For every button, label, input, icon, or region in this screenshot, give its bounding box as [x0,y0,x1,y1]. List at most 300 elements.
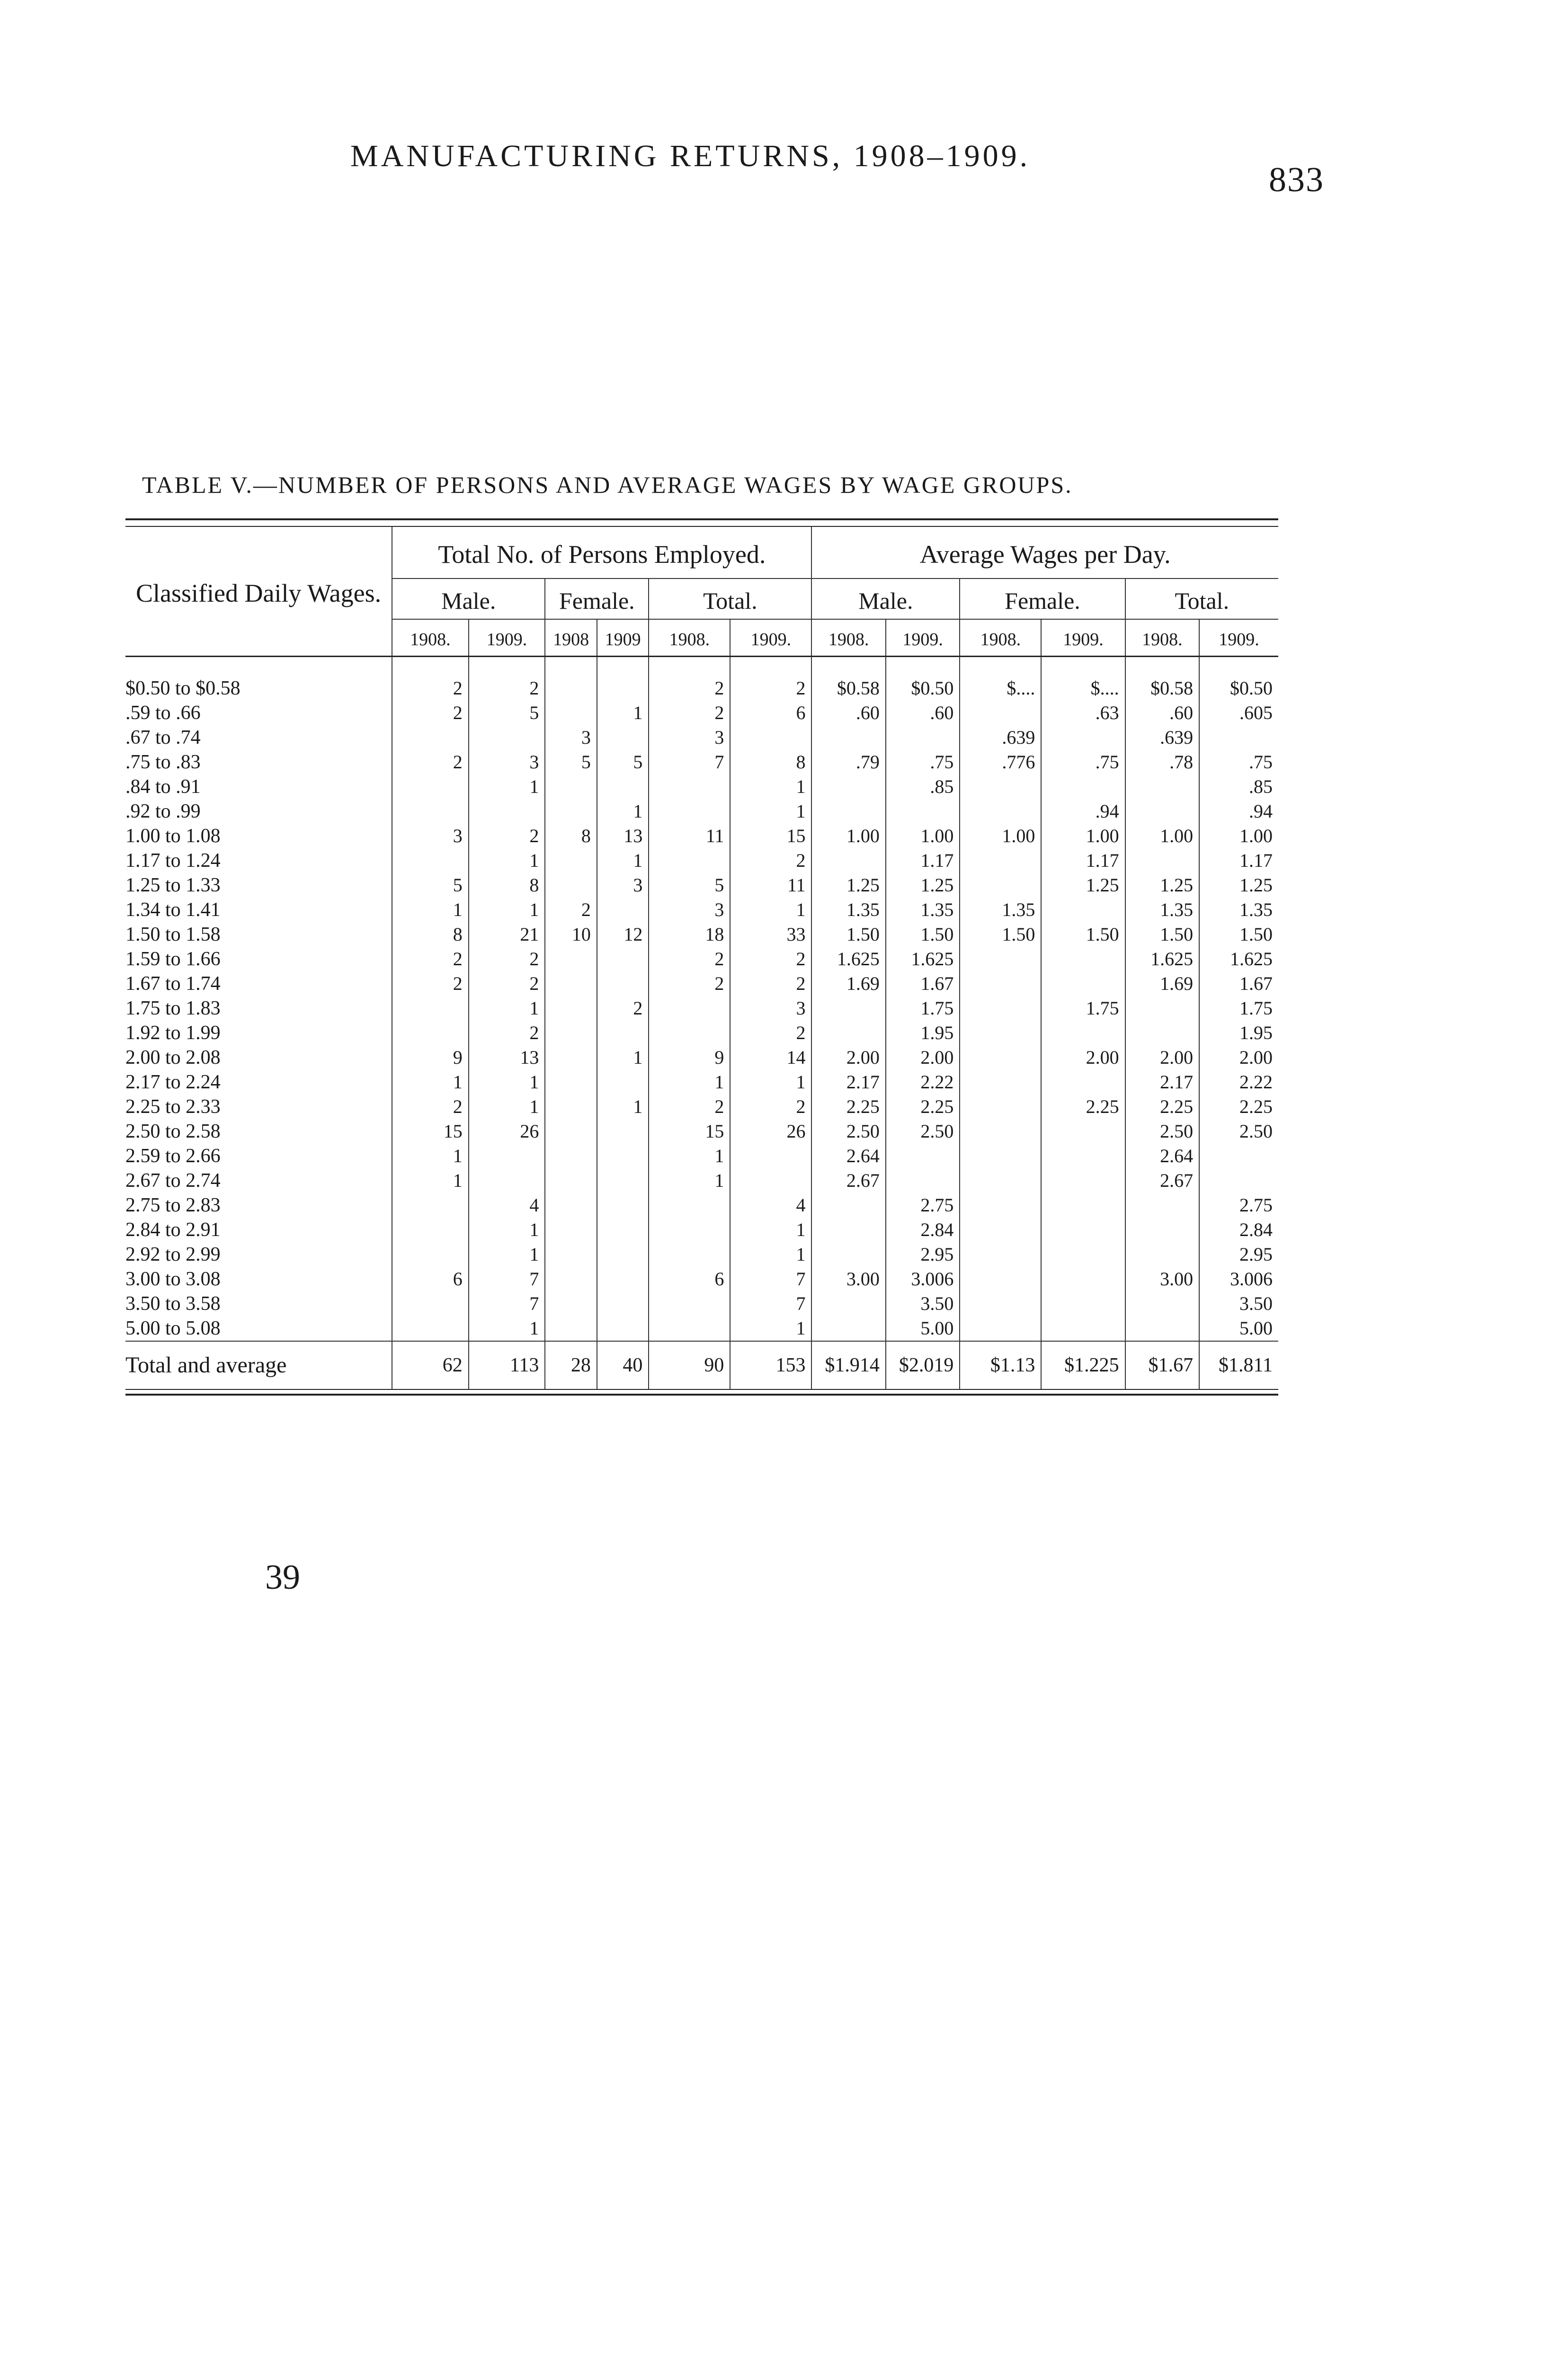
table-cell [545,1193,597,1218]
table-cell: 2 [730,1095,811,1119]
table-cell: .94 [1199,799,1278,824]
table-cell: 3.00 [1125,1267,1199,1291]
table-cell [597,1119,649,1144]
table-cell: 2.00 [1125,1045,1199,1070]
table-cell: 1.35 [1125,898,1199,922]
table-cell [811,799,885,824]
table-cell: 5 [649,873,730,898]
table-cell: .75 [886,750,960,774]
table-cell: 2 [649,657,730,701]
table-cell: 1 [730,898,811,922]
table-cell: .79 [811,750,885,774]
table-cell: 2 [730,1021,811,1045]
table-cell: 1.69 [1125,971,1199,996]
table-cell [1125,1193,1199,1218]
table-cell: $2.019 [886,1341,960,1389]
table-cell [960,1144,1041,1168]
table-cell [1041,1218,1125,1242]
table-cell [960,1267,1041,1291]
table-cell: 1 [469,996,545,1021]
table-cell: $0.50 [886,657,960,701]
table-cell [597,1267,649,1291]
table-cell: 3.50 [886,1291,960,1316]
table-cell [545,1291,597,1316]
table-cell: 1 [730,799,811,824]
table-cell [597,947,649,971]
table-cell [811,848,885,873]
sub-header-persons-total: Total. [649,578,811,619]
table-cell: 3.006 [1199,1267,1278,1291]
table-cell [960,1193,1041,1218]
table-cell: 1 [649,1168,730,1193]
table-row [125,1291,1278,1316]
table-cell: 15 [392,1119,469,1144]
year-header-cell: 1909. [1199,619,1278,657]
wage-class-label: 2.75 to 2.83 [125,1194,221,1216]
wage-class-label: 2.67 to 2.74 [125,1170,221,1192]
table-cell: 1.50 [1125,922,1199,947]
year-header-cell: 1908. [1125,619,1199,657]
table-cell [1125,1291,1199,1316]
table-cell [960,701,1041,725]
table-cell: 12 [597,922,649,947]
table-cell: 2 [469,947,545,971]
table-cell [811,774,885,799]
year-header-cell: 1908. [960,619,1041,657]
table-cell: 3 [545,725,597,750]
table-cell: 2.75 [1199,1193,1278,1218]
table-cell [811,1021,885,1045]
table-cell [1199,1144,1278,1168]
table-cell [960,1070,1041,1095]
table-cell [469,1144,545,1168]
table-cell: 2 [545,898,597,922]
table-cell [730,1168,811,1193]
table-cell: 2 [730,947,811,971]
table-cell: 3 [469,750,545,774]
table-cell: 5 [545,750,597,774]
table-cell [545,996,597,1021]
table-cell: .94 [1041,799,1125,824]
table-cell [1041,1021,1125,1045]
table-cell [469,799,545,824]
table-cell: 6 [649,1267,730,1291]
wage-class-label: 1.92 to 1.99 [125,1022,221,1044]
table-bottom-rule [125,1389,1278,1396]
table-cell [545,799,597,824]
table-cell: 1.00 [1041,824,1125,848]
table-head [125,527,1278,657]
table-cell: 1 [469,1070,545,1095]
table-cell [597,657,649,701]
table-cell: 2.64 [1125,1144,1199,1168]
table-cell: 2.00 [886,1045,960,1070]
table-cell: $1.811 [1199,1341,1278,1389]
table-cell: 2.25 [1125,1095,1199,1119]
table-cell: 1.35 [886,898,960,922]
table-cell: 1 [730,1218,811,1242]
table-row [125,971,1278,996]
table-cell: 2 [392,971,469,996]
table-cell [392,1021,469,1045]
table-cell: 4 [469,1193,545,1218]
table-cell: 1.00 [1125,824,1199,848]
wage-class-label: .75 to .83 [125,751,201,773]
table-cell: 7 [649,750,730,774]
table-cell [1041,898,1125,922]
table-cell [811,725,885,750]
table-cell: 2 [469,971,545,996]
table-cell [730,1144,811,1168]
table-row [125,1119,1278,1144]
table-cell: 2.84 [886,1218,960,1242]
footer-page-number: 39 [265,1558,300,1597]
table-cell: 9 [649,1045,730,1070]
table-cell: 1 [469,1218,545,1242]
wage-class-label: 3.00 to 3.08 [125,1268,221,1290]
table-cell [545,947,597,971]
table-cell: 2 [597,996,649,1021]
table-cell [1041,1242,1125,1267]
wage-class-label: 1.67 to 1.74 [125,973,221,995]
table-row [125,873,1278,898]
wage-class-label: Total and average [125,1341,392,1389]
wage-class-label: 1.59 to 1.66 [125,948,221,970]
table-cell [545,1168,597,1193]
table-row [125,824,1278,848]
table-cell: 2 [730,971,811,996]
table-cell [545,774,597,799]
table-cell: 7 [469,1267,545,1291]
table-cell: .776 [960,750,1041,774]
table-cell: 13 [597,824,649,848]
table-cell: 1 [730,1242,811,1267]
table-row [125,1218,1278,1242]
table-cell: 2.75 [886,1193,960,1218]
table-cell: .60 [886,701,960,725]
table-cell [1125,1242,1199,1267]
table-cell [545,1316,597,1341]
table-cell: $.... [1041,657,1125,701]
table-cell: 1.25 [886,873,960,898]
table-cell [886,799,960,824]
table-cell [392,1218,469,1242]
table-cell [545,1045,597,1070]
table-cell [649,848,730,873]
table-cell: 1.35 [960,898,1041,922]
year-header-cell: 1909. [730,619,811,657]
table-row [125,725,1278,750]
table-cell [392,996,469,1021]
table-cell: 2.25 [886,1095,960,1119]
table-cell: 2.50 [1199,1119,1278,1144]
wage-class-label: .92 to .99 [125,801,201,822]
table-cell: 7 [730,1267,811,1291]
table-cell [811,1316,885,1341]
table-cell [960,1119,1041,1144]
table-cell [1041,725,1125,750]
table-cell [1125,996,1199,1021]
table-cell [1199,1168,1278,1193]
table-cell: 1 [469,1242,545,1267]
wage-class-label: .84 to .91 [125,776,201,798]
table-row [125,1242,1278,1267]
table-cell: 3 [730,996,811,1021]
wage-class-label: 1.50 to 1.58 [125,924,221,945]
table-cell: 1.75 [1041,996,1125,1021]
sub-header-wages-total: Total. [1125,578,1278,619]
table-row [125,799,1278,824]
table-cell: 1 [392,1144,469,1168]
table-cell: 1 [649,1070,730,1095]
wage-class-label: 2.59 to 2.66 [125,1145,221,1167]
table-cell [545,1242,597,1267]
table-row [125,922,1278,947]
table-cell: 33 [730,922,811,947]
table-cell: 2 [469,657,545,701]
table-cell [960,799,1041,824]
table-cell: $1.67 [1125,1341,1199,1389]
table-cell: 1.75 [886,996,960,1021]
table-cell: 1 [597,1095,649,1119]
total-row [125,1341,1278,1389]
wage-groups-table [125,527,1278,1389]
table-cell [545,1070,597,1095]
running-header-title: MANUFACTURING RETURNS, 1908–1909. [350,139,1031,173]
sub-header-wages-male: Male. [811,578,960,619]
table-cell: 1 [730,774,811,799]
table-cell: 2.00 [1041,1045,1125,1070]
table-cell [597,1242,649,1267]
table-cell [1125,799,1199,824]
table-cell: 1 [730,1316,811,1341]
stub-header: Classified Daily Wages. [125,527,392,657]
table-cell [960,1291,1041,1316]
table-cell: 1.00 [811,824,885,848]
table-cell: $1.914 [811,1341,885,1389]
table-cell: $0.58 [811,657,885,701]
wage-class-label: 1.25 to 1.33 [125,874,221,896]
table-cell: 2 [392,1095,469,1119]
table-cell [392,848,469,873]
table-cell [545,848,597,873]
wage-class-label: 1.17 to 1.24 [125,850,221,872]
table-cell [960,774,1041,799]
table-cell [960,996,1041,1021]
table-cell [649,1218,730,1242]
table-cell [545,1095,597,1119]
table-cell [886,725,960,750]
table-cell: 3 [392,824,469,848]
table-cell: 2.50 [886,1119,960,1144]
table-cell: 2 [730,657,811,701]
table-cell: 10 [545,922,597,947]
table-cell: 1.625 [1125,947,1199,971]
table-cell: .639 [1125,725,1199,750]
table-cell: 2.50 [811,1119,885,1144]
table-cell [545,1218,597,1242]
table-cell: 2 [649,701,730,725]
table-cell: 40 [597,1341,649,1389]
table-cell [1199,725,1278,750]
table-cell: 2 [392,750,469,774]
wage-table-container [125,518,1278,1396]
table-cell: 1 [469,1316,545,1341]
table-cell: 8 [730,750,811,774]
table-cell: 1.50 [960,922,1041,947]
year-header-cell: 1908. [392,619,469,657]
table-cell [811,1291,885,1316]
table-cell: 1.00 [960,824,1041,848]
table-cell [960,947,1041,971]
table-cell: 2.25 [1199,1095,1278,1119]
table-cell: 3 [597,873,649,898]
table-cell [545,657,597,701]
table-cell: 3.006 [886,1267,960,1291]
table-cell: 2.00 [1199,1045,1278,1070]
table-cell: 1.25 [1041,873,1125,898]
table-row [125,1045,1278,1070]
wage-class-label: .59 to .66 [125,702,201,724]
table-cell: 1.35 [1199,898,1278,922]
table-cell: 2 [392,947,469,971]
table-cell: 2.17 [811,1070,885,1095]
table-cell [960,1316,1041,1341]
table-row [125,1267,1278,1291]
table-cell [811,1218,885,1242]
table-cell [1125,848,1199,873]
table-cell [597,1070,649,1095]
year-header-cell: 1908. [649,619,730,657]
year-header-cell: 1909. [469,619,545,657]
group-header-wages: Average Wages per Day. [811,527,1278,578]
table-cell: .60 [1125,701,1199,725]
table-cell: .75 [1199,750,1278,774]
table-cell [597,725,649,750]
table-cell: 2 [730,848,811,873]
wage-class-label: 1.75 to 1.83 [125,997,221,1019]
table-cell: 90 [649,1341,730,1389]
table-cell: 2 [392,657,469,701]
table-cell: 9 [392,1045,469,1070]
table-cell [1041,1144,1125,1168]
group-header-persons: Total No. of Persons Employed. [392,527,811,578]
table-cell: 1 [597,1045,649,1070]
table-cell [597,1168,649,1193]
table-cell: 1.75 [1199,996,1278,1021]
table-cell: 1.00 [886,824,960,848]
page-number: 833 [1269,160,1324,199]
table-cell: 5.00 [886,1316,960,1341]
table-cell: 2.67 [811,1168,885,1193]
wage-class-label: 2.92 to 2.99 [125,1244,221,1265]
table-cell: 1 [392,898,469,922]
table-cell: $1.225 [1041,1341,1125,1389]
table-cell [545,1144,597,1168]
table-cell [597,898,649,922]
table-cell: 153 [730,1341,811,1389]
table-cell [597,1316,649,1341]
table-cell [392,774,469,799]
table-cell: 1 [469,848,545,873]
table-cell: 1.17 [886,848,960,873]
table-cell [649,799,730,824]
table-cell: $1.13 [960,1341,1041,1389]
table-cell [1125,774,1199,799]
table-row [125,898,1278,922]
table-cell [960,1021,1041,1045]
sub-header-persons-female: Female. [545,578,649,619]
table-cell: 18 [649,922,730,947]
table-cell: 3 [649,898,730,922]
table-body [125,657,1278,1389]
table-cell [1041,1316,1125,1341]
table-cell: 2 [392,701,469,725]
table-cell [1125,1021,1199,1045]
table-cell [392,1316,469,1341]
table-cell [649,1291,730,1316]
table-cell: 1.35 [811,898,885,922]
table-cell [1125,1316,1199,1341]
table-cell: 2.25 [1041,1095,1125,1119]
table-cell: 2.95 [886,1242,960,1267]
year-header-cell: 1909 [597,619,649,657]
table-cell: 1.25 [1199,873,1278,898]
table-caption: TABLE V.—NUMBER OF PERSONS AND AVERAGE WAGES BY WAGE GROUPS. [142,472,1073,498]
table-cell: 6 [392,1267,469,1291]
year-header-cell: 1908. [811,619,885,657]
table-cell: 1.69 [811,971,885,996]
table-row [125,1070,1278,1095]
table-cell: 113 [469,1341,545,1389]
table-cell: 3.50 [1199,1291,1278,1316]
table-cell: .85 [1199,774,1278,799]
table-cell [597,971,649,996]
table-cell [545,701,597,725]
table-cell [545,1119,597,1144]
table-cell [960,1168,1041,1193]
sub-header-wages-female: Female. [960,578,1125,619]
table-cell [649,1242,730,1267]
table-row [125,1021,1278,1045]
table-cell: 1 [392,1168,469,1193]
table-row [125,1095,1278,1119]
table-cell [545,873,597,898]
table-cell: 2 [649,971,730,996]
table-cell: 5 [597,750,649,774]
table-cell: 2 [649,1095,730,1119]
table-cell: 8 [469,873,545,898]
table-cell [392,799,469,824]
table-cell: 8 [545,824,597,848]
wage-class-label: 5.00 to 5.08 [125,1317,221,1339]
table-cell: 4 [730,1193,811,1218]
table-cell: 1.50 [1041,922,1125,947]
table-row [125,657,1278,701]
table-cell: 2.22 [1199,1070,1278,1095]
table-cell [392,1242,469,1267]
table-cell [649,996,730,1021]
sub-header-persons-male: Male. [392,578,545,619]
table-cell [1041,1119,1125,1144]
table-cell: 26 [469,1119,545,1144]
table-cell: 11 [730,873,811,898]
table-cell [649,1193,730,1218]
table-cell: 1.17 [1199,848,1278,873]
table-cell [960,971,1041,996]
table-cell: 1.50 [1199,922,1278,947]
table-cell: 13 [469,1045,545,1070]
